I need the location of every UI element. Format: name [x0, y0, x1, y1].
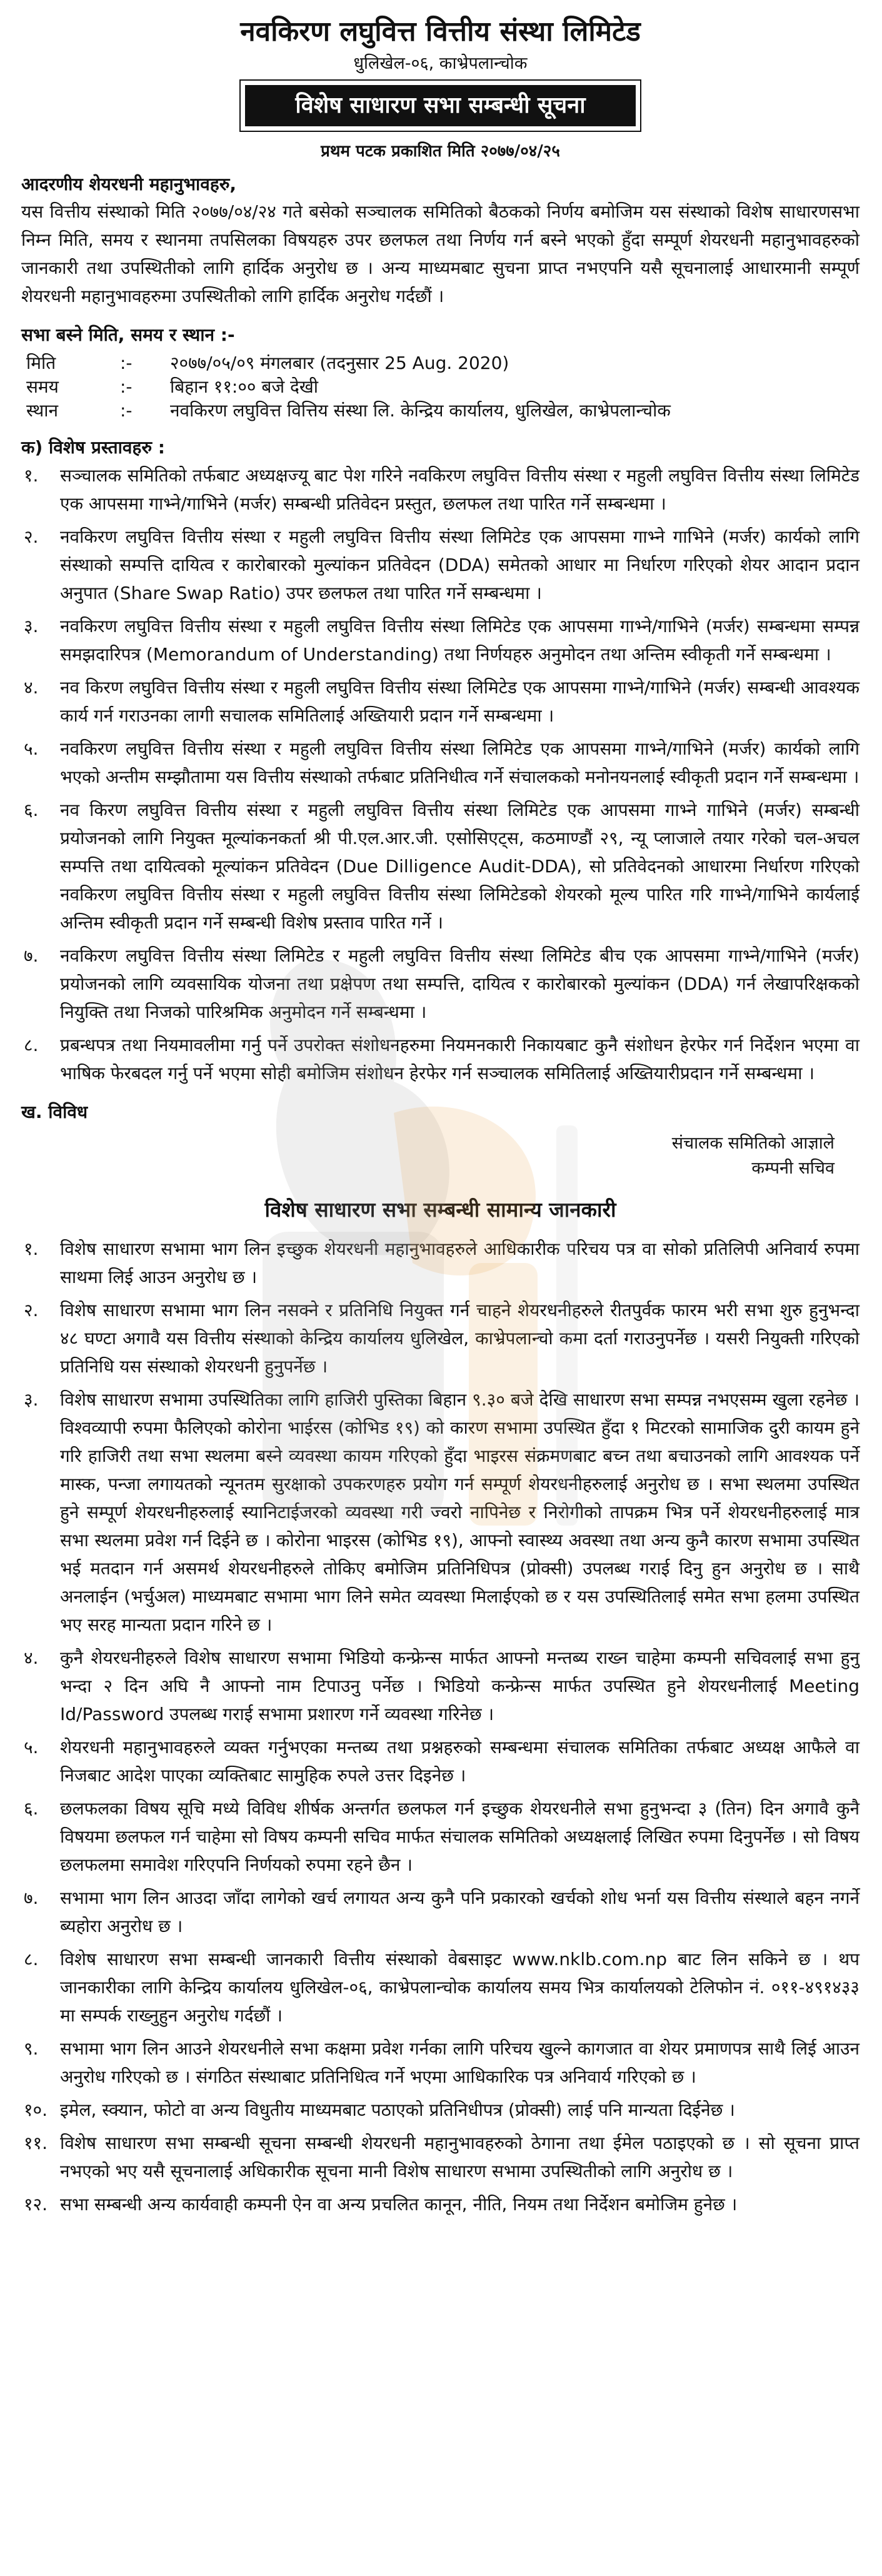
info-item [21, 1794, 859, 1879]
meeting-time-row [26, 375, 671, 399]
company-address: धुलिखेल-०६, काभ्रेपलान्चोक [353, 54, 528, 73]
info-number: ६. [24, 1798, 39, 1819]
meeting-date-sep: :- [120, 353, 133, 373]
proposal-item [21, 461, 859, 518]
info-number: ५. [24, 1737, 39, 1758]
info-item [21, 1296, 859, 1381]
proposal-text: नवकिरण लघुवित्त वित्तीय संस्था र महुली लघुवित्त वित्तीय संस्था लिमिटेड एक आपसमा गाभ्ने/गाभिने (मर्जर) कार्यको लागि भएको अन्तीम सम्झौतामा यस वित्तीय संस्थाको तर्फबाट प्रतिनिधीत्व गर्ने संचालकको मनोनयनलाई स्वीकृती प्रदान गर्ने सम्बन्धमा । [60, 738, 859, 787]
proposal-text: सञ्चालक समितिको तर्फबाट अध्यक्षज्यू बाट पेश गरिने नवकिरण लघुवित्त वित्तीय संस्था र महुली लघुवित्त वित्तीय संस्था लिमिटेड एक आपसमा गाभ्ने/गाभिने (मर्जर) सम्बन्धी प्रतिवेदन प्रस्तुत, छलफल तथा पारित गर्ने सम्बन्धमा । [60, 465, 859, 514]
info-number: ४. [24, 1648, 39, 1668]
info-item [21, 1884, 859, 1940]
proposal-text: नवकिरण लघुवित्त वित्तीय संस्था र महुली लघुवित्त वित्तीय संस्था लिमिटेड एक आपसमा गाभ्ने गाभिने (मर्जर) कार्यको लागि संस्थाको सम्पत्ति दायित्व र कारोबारको मुल्यांकन प्रतिवेदन (DDA) समेतको आधार मा निर्धारण गरिएको शेयर आदान प्रदान अनुपात (Share Swap Ratio) उपर छलफल तथा पारित गर्ने सम्बन्धमा । [60, 526, 859, 603]
info-text: सभामा भाग लिन आउने शेयरधनीले सभा कक्षमा प्रवेश गर्नका लागि परिचय खुल्ने कागजात वा शेयर प्रमाणपत्र साथै लिई आउन अनुरोध गरिएको छ । संगठित संस्थाबाट प्रतिनिधित्व गर्ने भएमा आधिकारिक पत्र अनिवार्य गरिएको छ । [60, 2038, 859, 2087]
info-text: विशेष साधारण सभा सम्बन्धी जानकारी वित्तीय संस्थाको वेबसाइट www.nklb.com.np बाट लिन सकिने छ । थप जानकारीका लागि केन्द्रिय कार्यालय धुलिखेल-०६, काभ्रेपलान्चोक कार्यालय समय भित्र कार्यालयको टेलिफोन नं. ०११-४९१४३३ मा सम्पर्क राख्नुहुन अनुरोध गर्दछौं । [60, 1949, 859, 2026]
info-text: विशेष साधारण सभामा भाग लिन नसक्ने र प्रतिनिधि नियुक्त गर्न चाहने शेयरधनीहरुले रीतपुर्वक फारम भरी सभा शुरु हुनुभन्दा ४८ घण्टा अगावै यस वित्तीय संस्थाको केन्द्रिय कार्यालय धुलिखेल, काभ्रेपलान्चो कमा दर्ता गराउनुपर्नेछ । यसरी नियुक्ती गरिएको प्रतिनिधि यस संस्थाको शेयरधनी हुनुपर्नेछ । [60, 1300, 859, 1377]
proposal-number: ३. [24, 616, 39, 636]
info-text: छलफलका विषय सूचि मध्ये विविध शीर्षक अन्तर्गत छलफल गर्न इच्छुक शेयरधनीले सभा हुनुभन्दा ३ (तिन) दिन अगावै कुनै विषयमा छलफल गर्न चाहेमा सो विषय कम्पनी सचिव मार्फत संचालक समितिको अध्यक्षलाई लिखित रुपमा दिनुपर्नेछ । सो विषय छलफलमा समावेश गरिएपनि निर्णयको रुपमा रहने छैन । [60, 1798, 859, 1875]
info-number: २. [24, 1300, 39, 1321]
proposal-number: ५. [24, 738, 39, 759]
proposal-item [21, 942, 859, 1026]
intro-paragraph: यस वित्तीय संस्थाको मिति २०७७/०४/२४ गते बसेको सञ्चालक समितिको बैठकको निर्णय बमोजिम यस संस्थाको विशेष साधारणसभा निम्न मिति, समय र स्थानमा तपसिलका विषयहरु उपर छलफल तथा निर्णय गर्न बस्ने भएको हुँदा सम्पूर्ण शेयरधनी महानुभावहरुको जानकारी तथा उपस्थितीको लागि हार्दिक अनुरोध छ । अन्य माध्यमबाट सुचना प्राप्त नभएपनि यसै सूचनालाई आधारमानी सम्पूर्ण शेयरधनी महानुभावहरुमा उपस्थितीको लागि हार्दिक अनुरोध गर्दछौं । [21, 201, 859, 306]
info-item [21, 2190, 859, 2218]
proposal-number: ४. [24, 677, 39, 698]
proposal-text: नव किरण लघुवित्त वित्तीय संस्था र महुली लघुवित्त वित्तीय संस्था लिमिटेड एक आपसमा गाभ्ने/गाभिने (मर्जर) सम्बन्धी आवश्यक कार्य गर्न गराउनका लागी सचालक समितिलाई अख्तियारी प्रदान गर्ने सम्बन्धमा । [60, 677, 859, 726]
info-item [21, 1644, 859, 1728]
proposal-item [21, 612, 859, 668]
info-item [21, 2096, 859, 2124]
info-item [21, 1386, 859, 1639]
notice-header [21, 14, 859, 163]
info-text: सभा सम्बन्धी अन्य कार्यवाही कम्पनी ऐन वा अन्य प्रचलित कानून, नीति, नियम तथा निर्देशन बमोजिम हुनेछ । [60, 2194, 738, 2215]
info-number: ८. [24, 1949, 39, 1970]
proposal-text: नव किरण लघुवित्त वित्तीय संस्था र महुली लघुवित्त वित्तीय संस्था लिमिटेड एक आपसमा गाभ्ने गाभिने (मर्जर) सम्बन्धी प्रयोजनको लागि नियुक्त मूल्यांकनकर्ता श्री पी.एल.आर.जी. एसोसिएट्स, कठमाण्डौं २९, न्यू प्लाजाले तयार गरेको चल-अचल सम्पत्ति तथा दायित्वको मूल्यांकन प्रतिवेदन (Due Dilligence Audit-DDA), सो प्रतिवेदनको आधारमा निर्धारण गरिएको नवकिरण लघुवित्त वित्तीय संस्था र महुली लघुवित्त वित्तीय संस्था लिमिटेडको शेयरको मूल्य पारित गरि गाभ्ने/गाभिने कार्यलाई अन्तिम स्वीकृती प्रदान गर्ने सम्बन्धी विशेष प्रस्ताव पारित गर्ने । [60, 800, 859, 933]
info-text: इमेल, स्क्यान, फोटो वा अन्य विधुतीय माध्यमबाट पठाएको प्रतिनिधीपत्र (प्रोक्सी) लाई पनि मान्यता दिईनेछ । [60, 2100, 735, 2120]
meeting-venue-label: स्थान [26, 400, 59, 421]
signature-title: कम्पनी सचिव [751, 1159, 834, 1178]
notice-title-banner: विशेष साधारण सभा सम्बन्धी सूचना [245, 85, 635, 126]
proposal-item [21, 796, 859, 937]
info-number: ३. [24, 1389, 39, 1410]
special-proposals-list [21, 461, 859, 1087]
info-text: शेयरधनी महानुभावहरुले व्यक्त गर्नुभएका मन्तब्य तथा प्रश्नहरुको सम्बन्धमा संचालक समितिका तर्फबाट अध्यक्ष आफैले वा निजबाट आदेश पाएका व्यक्तिबाट सामुहिक रुपले उत्तर दिइनेछ । [60, 1737, 859, 1786]
company-name: नवकिरण लघुवित्त वित्तीय संस्था लिमिटेड [240, 16, 641, 48]
general-info-title: विशेष साधारण सभा सम्बन्धी सामान्य जानकारी [264, 1197, 616, 1222]
proposal-text: नवकिरण लघुवित्त वित्तीय संस्था र महुली लघुवित्त वित्तीय संस्था लिमिटेड एक आपसमा गाभ्ने/गाभिने (मर्जर) सम्बन्धमा सम्पन्न समझदारिपत्र (Memorandum of Understanding) तथा निर्णयहरु अनुमोदन तथा अन्तिम स्वीकृती गर्ने सम्बन्धमा । [60, 616, 859, 665]
proposal-text: नवकिरण लघुवित्त वित्तीय संस्था लिमिटेड र महुली लघुवित्त वित्तीय संस्था लिमिटेड बीच एक आपसमा गाभ्ने/गाभिने (मर्जर) प्रयोजनको लागि व्यवसायिक योजना तथा प्रक्षेपण तथा सम्पत्ति, दायित्व र कारोबारको मुल्यांकन (DDA) गर्न लेखापरिक्षकको नियुक्ति तथा निजको पारिश्रमिक अनुमोदन गर्ने सम्बन्धमा । [60, 945, 859, 1022]
special-proposals-heading: क) विशेष प्रस्तावहरु : [21, 437, 166, 458]
info-number: १०. [24, 2100, 48, 2120]
info-item [21, 1733, 859, 1789]
misc-heading: ख. विविध [21, 1102, 88, 1122]
proposal-text: प्रबन्धपत्र तथा नियमावलीमा गर्नु पर्ने उपरोक्त संशोधनहरुमा नियमनकारी निकायबाट कुनै संशोधन हेरफेर गर्न निर्देशन भएमा वा भाषिक फेरबदल गर्नु पर्ने भएमा सोही बमोजिम संशोधन हेरफेर गर्न सञ्चालक समितिलाई अख्तियारीप्रदान गर्ने सम्बन्धमा । [60, 1035, 859, 1084]
proposal-number: १. [24, 465, 39, 486]
proposal-number: ८. [24, 1035, 39, 1055]
info-text: विशेष साधारण सभामा उपस्थितिका लागि हाजिरी पुस्तिका बिहान ९.३० बजे देखि साधारण सभा सम्पन्न नभएसम्म खुला रहनेछ । विश्वव्यापी रुपमा फैलिएको कोरोना भाईरस (कोभिड १९) को कारण सभामा उपस्थित हुँदा १ मिटरको सामाजिक दुरी कायम हुने गरि हाजिरी तथा सभा स्थलमा बस्ने व्यवस्था कायम गरिएको हुँदा भाइरस संक्रमणबाट बच्न तथा बचाउनको लागि आवश्यक पर्ने मास्क, पन्जा लगायतको न्यूनतम सुरक्षाको उपकरणहरु प्रयोग गर्न सम्पूर्ण शेयरधनीहरुलाई अनुरोध छ । सभा स्थलमा उपस्थित हुने सम्पूर्ण शेयरधनीहरुलाई स्यानिटाईजरको व्यवस्था गरी ज्वरो नापिनेछ र निरोगीको तापक्रम भित्र पर्ने शेयरधनीहरुलाई मात्र सभा स्थलमा प्रवेश गर्न दिईने छ । कोरोना भाइरस (कोभिड १९), आफ्नो स्वास्थ्य अवस्था तथा अन्य कुनै कारण सभामा उपस्थित भई मतदान गर्न असमर्थ शेयरधनीहरुले तोकिए बमोजिम प्रतिनिधिपत्र (प्रोक्सी) उपलब्ध गराई दिनु हुन अनुरोध छ । साथै अनलाईन (भर्चुअल) माध्यमबाट सभामा भाग लिने समेत व्यवस्था मिलाईएको छ र यस उपस्थितिलाई समेत सभा हलमा उपस्थित भए सरह मान्यता प्रदान गरिने छ । [60, 1389, 859, 1635]
meeting-time-value: बिहान ११:०० बजे देखी [170, 376, 319, 397]
meeting-venue-value: नवकिरण लघुवित्त वित्तिय संस्था लि. केन्द्रिय कार्यालय, धुलिखेल, काभ्रेपलान्चोक [170, 400, 671, 421]
meeting-details-heading: सभा बस्ने मिति, समय र स्थान :- [21, 325, 235, 345]
info-number: १२. [24, 2194, 48, 2215]
info-text: कुनै शेयरधनीहरुले विशेष साधारण सभामा भिडियो कन्फ्रेन्स मार्फत आफ्नो मन्तब्य राख्न चाहेमा कम्पनी सचिवलाई सभा हुनु भन्दा २ दिन अघि नै आफ्नो नाम टिपाउनु पर्नेछ । भिडियो कन्फ्रेन्स मार्फत उपस्थित हुने शेयरधनीलाई Meeting Id/Password उपलब्ध गराई सभामा प्रशारण गर्ने व्यवस्था गरिनेछ । [60, 1648, 859, 1724]
proposal-item [21, 523, 859, 607]
info-text: सभामा भाग लिन आउदा जाँदा लागेको खर्च लगायत अन्य कुनै पनि प्रकारको खर्चको शोध भर्ना यस वित्तीय संस्थाले बहन नगर्ने ब्यहोरा अनुरोध छ । [60, 1888, 859, 1936]
meeting-date-value: २०७७/०५/०९ मंगलबार (तदनुसार 25 Aug. 2020) [170, 353, 509, 373]
meeting-details-table [26, 351, 671, 423]
info-item [21, 2035, 859, 2091]
proposal-number: ७. [24, 945, 39, 966]
proposal-item [21, 1031, 859, 1087]
meeting-venue-row [26, 399, 671, 423]
proposal-item [21, 673, 859, 730]
meeting-date-row [26, 351, 671, 375]
info-item [21, 1945, 859, 2030]
info-text: विशेष साधारण सभामा भाग लिन इच्छुक शेयरधनी महानुभावहरुले आधिकारीक परिचय पत्र वा सोको प्रतिलिपी अनिवार्य रुपमा साथमा लिई आउन अनुरोध छ । [60, 1239, 860, 1287]
meeting-venue-sep: :- [120, 400, 133, 421]
info-number: १. [24, 1239, 39, 1259]
meeting-date-label: मिति [26, 353, 56, 373]
info-number: ११. [24, 2133, 48, 2153]
info-number: ९. [24, 2038, 39, 2059]
info-number: ७. [24, 1888, 39, 1908]
publish-date: प्रथम पटक प्रकाशित मिति २०७७/०४/२५ [321, 142, 560, 161]
info-item [21, 1235, 859, 1291]
proposal-item [21, 735, 859, 791]
signature-block [21, 1131, 834, 1181]
meeting-time-label: समय [26, 376, 59, 397]
signature-authority: संचालक समितिको आज्ञाले [671, 1134, 834, 1153]
proposal-number: ६. [24, 800, 39, 820]
info-item [21, 2129, 859, 2185]
proposal-number: २. [24, 526, 39, 547]
salutation: आदरणीय शेयरधनी महानुभावहरु, [21, 174, 237, 194]
meeting-time-sep: :- [120, 376, 133, 397]
general-info-list [21, 1235, 859, 2218]
info-text: विशेष साधारण सभा सम्बन्धी सूचना सम्बन्धी शेयरधनी महानुभावहरुको ठेगाना तथा ईमेल पठाइएको छ । सो सूचना प्राप्त नभएको भए यसै सूचनालाई अधिकारीक सूचना मानी विशेष साधारण सभामा उपस्थितीको लागि अनुरोध छ । [60, 2133, 859, 2181]
